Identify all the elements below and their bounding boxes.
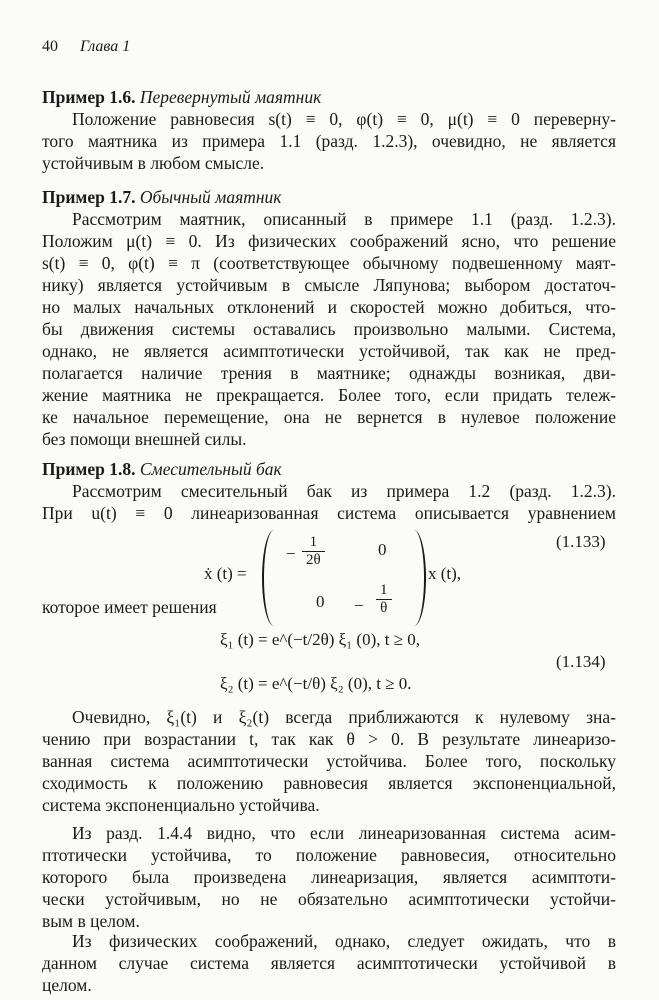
running-header <box>42 38 130 56</box>
paragraph-line: чению при возрастании t, так как θ > 0. В результате линеаризо- <box>42 729 616 749</box>
paragraph-line: Из физических соображений, однако, следует ожидать, что в <box>72 931 616 951</box>
example-1-8-title: Пример 1.8. Смесительный бак <box>42 459 282 479</box>
example-1-7-title: Пример 1.7. Обычный маятник <box>42 187 282 207</box>
paragraph-line: без помощи внешней силы. <box>42 429 247 449</box>
matrix-entry-a11: $\frac{1}{2\theta}$ <box>302 534 325 569</box>
matrix-minus: − <box>286 544 296 563</box>
equation-1-134-line-2: ξ₂ (t) = e^(−t/θ) ξ₂ (0), t ≥ 0. <box>220 674 412 693</box>
equation-lhs: ẋ (t) = <box>204 564 247 583</box>
paragraph-line: сходимость к положению равновесия является экспоненциальной, <box>42 773 616 793</box>
paragraph-line: s(t) ≡ 0, φ(t) ≡ π (соответствующее обычному подвешенному маят- <box>42 253 616 273</box>
page-number: 40 <box>42 38 58 55</box>
paragraph-line: ванная система асимптотически устойчива. Более того, поскольку <box>42 751 616 771</box>
equation-number: (1.133) <box>556 532 606 551</box>
paragraph-line: Рассмотрим смесительный бак из примера 1.2 (разд. 1.2.3). <box>72 481 616 501</box>
equation-1-134-line-1: ξ₁ (t) = e^(−t/2θ) ξ₁ (0), t ≥ 0, <box>220 630 421 649</box>
paragraph-line: целом. <box>42 975 92 995</box>
paragraph-line: система экспоненциально устойчива. <box>42 795 320 815</box>
paragraph-line: нику) является устойчивым в смысле Ляпунова; выбором достаточ- <box>42 275 616 295</box>
paragraph-line: которого была произведена линеаризация, является асимптоти- <box>42 867 616 887</box>
equation-rhs: x (t), <box>428 564 462 583</box>
paragraph-line: бы движения системы оставались произвольно малыми. Система, <box>42 319 616 339</box>
paragraph-line: При u(t) ≡ 0 линеаризованная система описывается уравнением <box>42 503 616 523</box>
paragraph-line: Положим μ(t) ≡ 0. Из физических соображений ясно, что решение <box>42 231 616 251</box>
paragraph-line: полагается наличие трения в маятнике; однажды возникая, дви- <box>42 363 616 383</box>
matrix-minus: − <box>354 596 364 615</box>
paragraph-line: вым в целом. <box>42 911 140 931</box>
paragraph-line: ке начальное перемещение, она не вернется в нулевое положение <box>42 407 616 427</box>
paragraph-line: птотически устойчива, то положение равновесия, относительно <box>42 845 616 865</box>
matrix-entry-a21: 0 <box>316 592 325 611</box>
paragraph-line: жение маятника не прекращается. Более того, если придать тележ- <box>42 385 616 405</box>
example-1-6-title: Пример 1.6. Перевернутый маятник <box>42 87 322 107</box>
paragraph-line: того маятника из примера 1.1 (разд. 1.2.3), очевидно, не является <box>42 131 616 151</box>
paragraph-line: которое имеет решения <box>42 597 217 617</box>
paragraph-line: данном случае система является асимптотически устойчивой в <box>42 953 616 973</box>
paragraph-line: Из разд. 1.4.4 видно, что если линеаризованная система асим- <box>72 823 616 843</box>
matrix-entry-a22: $\frac{1}{\theta}$ <box>376 582 392 617</box>
paragraph-line: Положение равновесия s(t) ≡ 0, φ(t) ≡ 0, μ(t) ≡ 0 переверну- <box>72 109 616 129</box>
paragraph-line: но малых начальных отклонений и скоростей можно добиться, что- <box>42 297 616 317</box>
equation-number: (1.134) <box>556 652 606 671</box>
paragraph-line: Очевидно, ξ₁(t) и ξ₂(t) всегда приближаются к нулевому зна- <box>72 707 616 727</box>
matrix-entry-a12: 0 <box>378 540 387 559</box>
chapter-title: Глава 1 <box>80 38 131 55</box>
paragraph-line: однако, не является асимптотически устойчивой, так как не пред- <box>42 341 616 361</box>
paragraph-line: устойчивым в любом смысле. <box>42 153 265 173</box>
paragraph-line: чески устойчивым, но не обязательно асимптотически устойчи- <box>42 889 616 909</box>
paragraph-line: Рассмотрим маятник, описанный в примере 1.1 (разд. 1.2.3). <box>72 209 616 229</box>
